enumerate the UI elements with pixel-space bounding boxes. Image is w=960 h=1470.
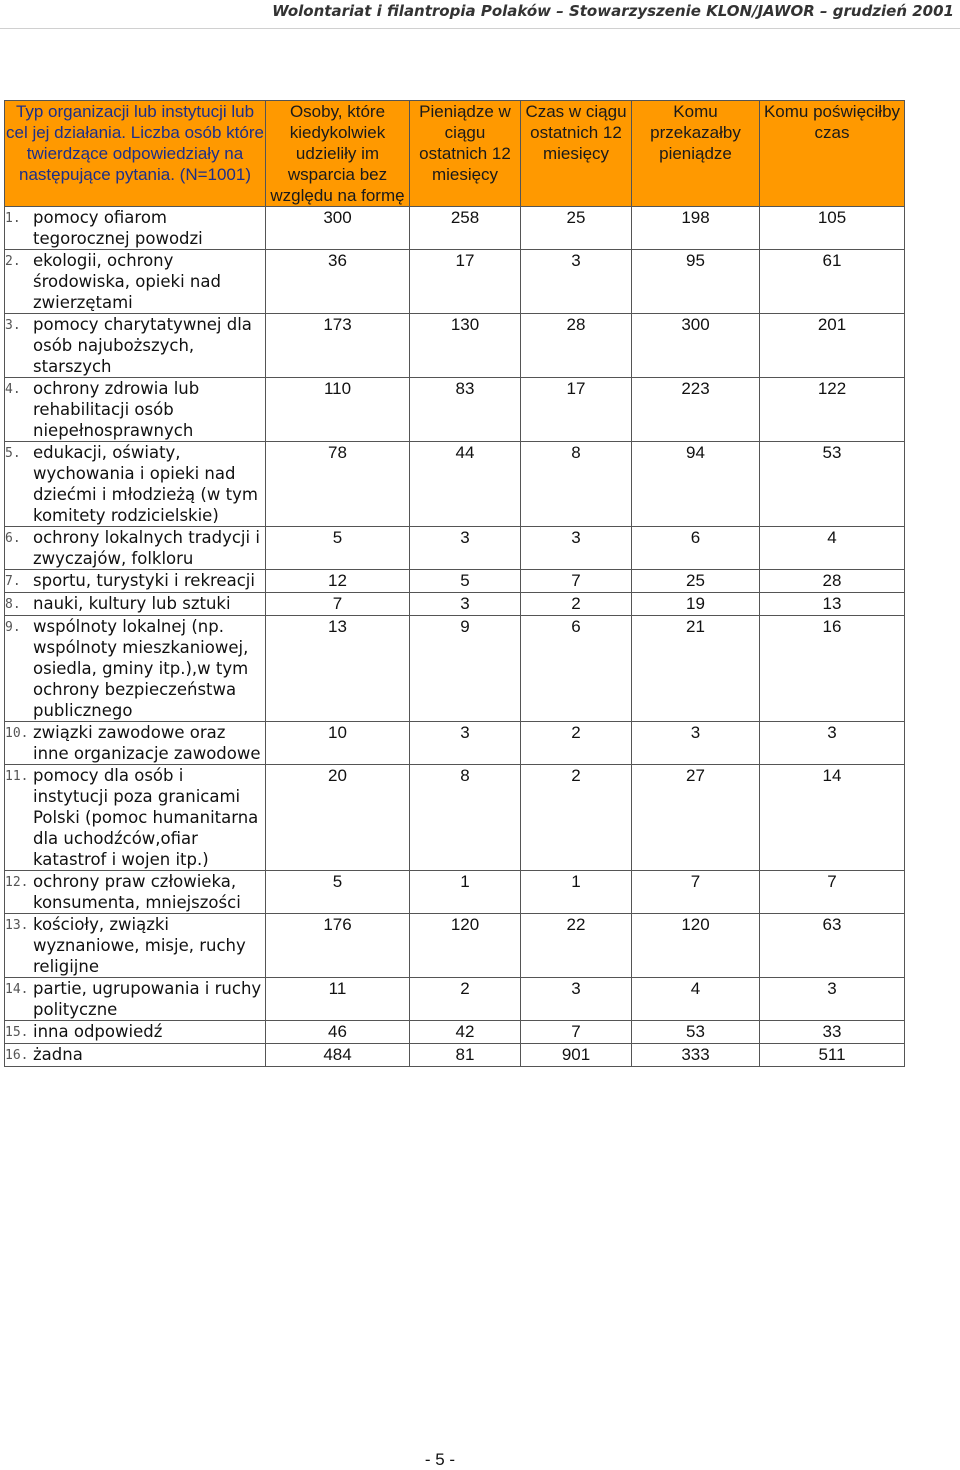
row-label-text: partie, ugrupowania i ruchy polityczne <box>33 979 262 1019</box>
row-number: 13. <box>5 918 29 933</box>
row-label-cell <box>5 616 266 722</box>
value-cell: 120 <box>410 914 521 978</box>
value-cell: 63 <box>760 914 905 978</box>
value-cell: 223 <box>632 378 760 442</box>
table-row <box>5 1021 905 1044</box>
value-cell: 3 <box>410 593 521 616</box>
value-cell: 19 <box>632 593 760 616</box>
value-cell: 36 <box>266 250 410 314</box>
value-cell: 2 <box>410 978 521 1021</box>
value-cell: 122 <box>760 378 905 442</box>
column-header-would-give-money: Komu przekazałby pieniądze <box>632 101 760 207</box>
row-label-text: edukacji, oświaty, wychowania i opieki nad dziećmi i młodzieżą (w tym komitety rodzicielskie) <box>33 443 258 525</box>
value-cell: 81 <box>410 1044 521 1067</box>
value-cell: 20 <box>266 765 410 871</box>
value-cell: 46 <box>266 1021 410 1044</box>
value-cell: 511 <box>760 1044 905 1067</box>
table-row <box>5 914 905 978</box>
value-cell: 173 <box>266 314 410 378</box>
row-number: 5. <box>5 446 21 461</box>
table-row <box>5 616 905 722</box>
table-row <box>5 765 905 871</box>
value-cell: 78 <box>266 442 410 527</box>
row-label <box>5 978 265 1020</box>
value-cell: 484 <box>266 1044 410 1067</box>
value-cell: 25 <box>521 207 632 250</box>
row-number: 2. <box>5 254 21 269</box>
row-number: 15. <box>5 1025 29 1040</box>
row-label-text: żadna <box>33 1045 83 1064</box>
row-label-text: pomocy ofiarom tegorocznej powodzi <box>33 208 203 248</box>
row-label-text: sportu, turystyki i rekreacji <box>33 571 255 590</box>
value-cell: 25 <box>632 570 760 593</box>
value-cell: 4 <box>632 978 760 1021</box>
value-cell: 33 <box>760 1021 905 1044</box>
value-cell: 3 <box>760 978 905 1021</box>
value-cell: 2 <box>521 593 632 616</box>
row-number: 4. <box>5 382 21 397</box>
table-header-row <box>5 101 905 207</box>
value-cell: 61 <box>760 250 905 314</box>
row-label <box>5 442 265 526</box>
value-cell: 28 <box>521 314 632 378</box>
row-label <box>5 871 265 913</box>
value-cell: 42 <box>410 1021 521 1044</box>
value-cell: 13 <box>760 593 905 616</box>
row-label-cell <box>5 314 266 378</box>
value-cell: 11 <box>266 978 410 1021</box>
value-cell: 333 <box>632 1044 760 1067</box>
row-label <box>5 570 265 592</box>
value-cell: 3 <box>521 250 632 314</box>
column-header-ever-supported: Osoby, które kiedykolwiek udzieliły im wsparcia bez względu na formę <box>266 101 410 207</box>
value-cell: 3 <box>632 722 760 765</box>
value-cell: 258 <box>410 207 521 250</box>
row-label-cell <box>5 250 266 314</box>
value-cell: 16 <box>760 616 905 722</box>
value-cell: 2 <box>521 765 632 871</box>
value-cell: 6 <box>632 527 760 570</box>
value-cell: 17 <box>521 378 632 442</box>
row-label-cell <box>5 722 266 765</box>
row-label-cell <box>5 1021 266 1044</box>
row-label-text: ochrony zdrowia lub rehabilitacji osób niepełnosprawnych <box>33 379 200 440</box>
value-cell: 5 <box>266 871 410 914</box>
row-label <box>5 593 265 615</box>
value-cell: 300 <box>266 207 410 250</box>
row-label-text: nauki, kultury lub sztuki <box>33 594 231 613</box>
value-cell: 12 <box>266 570 410 593</box>
value-cell: 22 <box>521 914 632 978</box>
page-number: - 5 - <box>424 1450 456 1469</box>
value-cell: 53 <box>632 1021 760 1044</box>
value-cell: 7 <box>760 871 905 914</box>
row-number: 12. <box>5 875 29 890</box>
row-label <box>5 616 265 721</box>
value-cell: 105 <box>760 207 905 250</box>
value-cell: 10 <box>266 722 410 765</box>
value-cell: 21 <box>632 616 760 722</box>
value-cell: 94 <box>632 442 760 527</box>
row-label-text: pomocy charytatywnej dla osób najuboższych, starszych <box>33 315 252 376</box>
value-cell: 4 <box>760 527 905 570</box>
value-cell: 14 <box>760 765 905 871</box>
value-cell: 120 <box>632 914 760 978</box>
value-cell: 1 <box>521 871 632 914</box>
table-row <box>5 978 905 1021</box>
row-label-cell <box>5 378 266 442</box>
document-header: Wolontariat i filantropia Polaków – Stowarzyszenie KLON/JAWOR – grudzień 2001 <box>272 2 954 20</box>
table-row <box>5 207 905 250</box>
value-cell: 201 <box>760 314 905 378</box>
row-label-text: ochrony praw człowieka, konsumenta, mniejszości <box>33 872 241 912</box>
row-number: 1. <box>5 211 21 226</box>
row-label <box>5 765 265 870</box>
value-cell: 3 <box>410 722 521 765</box>
value-cell: 3 <box>410 527 521 570</box>
table-body <box>5 207 905 1067</box>
value-cell: 176 <box>266 914 410 978</box>
row-label-text: inna odpowiedź <box>33 1022 163 1041</box>
row-label-cell <box>5 593 266 616</box>
value-cell: 9 <box>410 616 521 722</box>
row-label <box>5 378 265 441</box>
value-cell: 110 <box>266 378 410 442</box>
row-label-cell <box>5 442 266 527</box>
value-cell: 27 <box>632 765 760 871</box>
row-label <box>5 722 265 764</box>
value-cell: 6 <box>521 616 632 722</box>
row-label <box>5 250 265 313</box>
row-label <box>5 1044 265 1066</box>
row-number: 3. <box>5 318 21 333</box>
value-cell: 53 <box>760 442 905 527</box>
value-cell: 7 <box>521 570 632 593</box>
table-row <box>5 1044 905 1067</box>
value-cell: 44 <box>410 442 521 527</box>
value-cell: 83 <box>410 378 521 442</box>
value-cell: 3 <box>521 978 632 1021</box>
row-number: 9. <box>5 620 21 635</box>
value-cell: 8 <box>410 765 521 871</box>
value-cell: 5 <box>410 570 521 593</box>
value-cell: 7 <box>266 593 410 616</box>
value-cell: 17 <box>410 250 521 314</box>
column-header-would-give-time: Komu poświęciłby czas <box>760 101 905 207</box>
table-row <box>5 871 905 914</box>
value-cell: 130 <box>410 314 521 378</box>
row-label-text: związki zawodowe oraz inne organizacje zawodowe <box>33 723 261 763</box>
value-cell: 3 <box>521 527 632 570</box>
row-label-text: ekologii, ochrony środowiska, opieki nad zwierzętami <box>33 251 221 312</box>
row-label-cell <box>5 871 266 914</box>
row-number: 16. <box>5 1048 29 1063</box>
row-label-cell <box>5 765 266 871</box>
value-cell: 7 <box>632 871 760 914</box>
row-label-cell <box>5 1044 266 1067</box>
value-cell: 8 <box>521 442 632 527</box>
value-cell: 7 <box>521 1021 632 1044</box>
row-label-cell <box>5 978 266 1021</box>
column-header-time-12-months: Czas w ciągu ostatnich 12 miesięcy <box>521 101 632 207</box>
row-label <box>5 207 265 249</box>
row-label-text: wspólnoty lokalnej (np. wspólnoty mieszkaniowej, osiedla, gminy itp.),w tym ochrony bezpieczeństwa publicznego <box>33 617 249 720</box>
value-cell: 13 <box>266 616 410 722</box>
row-number: 6. <box>5 531 21 546</box>
table-row <box>5 527 905 570</box>
row-label-cell <box>5 570 266 593</box>
row-number: 7. <box>5 574 21 589</box>
table-row <box>5 314 905 378</box>
row-label <box>5 914 265 977</box>
row-label <box>5 1021 265 1043</box>
row-number: 11. <box>5 769 29 784</box>
survey-table <box>4 100 905 1067</box>
row-number: 8. <box>5 597 21 612</box>
value-cell: 28 <box>760 570 905 593</box>
row-label <box>5 314 265 377</box>
row-number: 10. <box>5 726 29 741</box>
row-label-text: kościoły, związki wyznaniowe, misje, ruchy religijne <box>33 915 246 976</box>
value-cell: 2 <box>521 722 632 765</box>
value-cell: 198 <box>632 207 760 250</box>
row-label-cell <box>5 527 266 570</box>
value-cell: 95 <box>632 250 760 314</box>
value-cell: 300 <box>632 314 760 378</box>
value-cell: 901 <box>521 1044 632 1067</box>
row-label <box>5 527 265 569</box>
table-row <box>5 593 905 616</box>
table-row <box>5 378 905 442</box>
table-row <box>5 442 905 527</box>
row-label-text: pomocy dla osób i instytucji poza granicami Polski (pomoc humanitarna dla uchodźców,ofiar katastrof i wojen itp.) <box>33 766 259 869</box>
row-number: 14. <box>5 982 29 997</box>
value-cell: 1 <box>410 871 521 914</box>
header-divider <box>0 28 960 29</box>
column-header-money-12-months: Pieniądze w ciągu ostatnich 12 miesięcy <box>410 101 521 207</box>
value-cell: 3 <box>760 722 905 765</box>
row-label-cell <box>5 914 266 978</box>
value-cell: 5 <box>266 527 410 570</box>
column-header-organization-type: Typ organizacji lub instytucji lub cel jej działania. Liczba osób które twierdzące odpowiedziały na następujące pytania. (N=1001) <box>5 101 266 207</box>
table-row <box>5 250 905 314</box>
row-label-cell <box>5 207 266 250</box>
table-row <box>5 722 905 765</box>
row-label-text: ochrony lokalnych tradycji i zwyczajów, folkloru <box>33 528 260 568</box>
table-row <box>5 570 905 593</box>
